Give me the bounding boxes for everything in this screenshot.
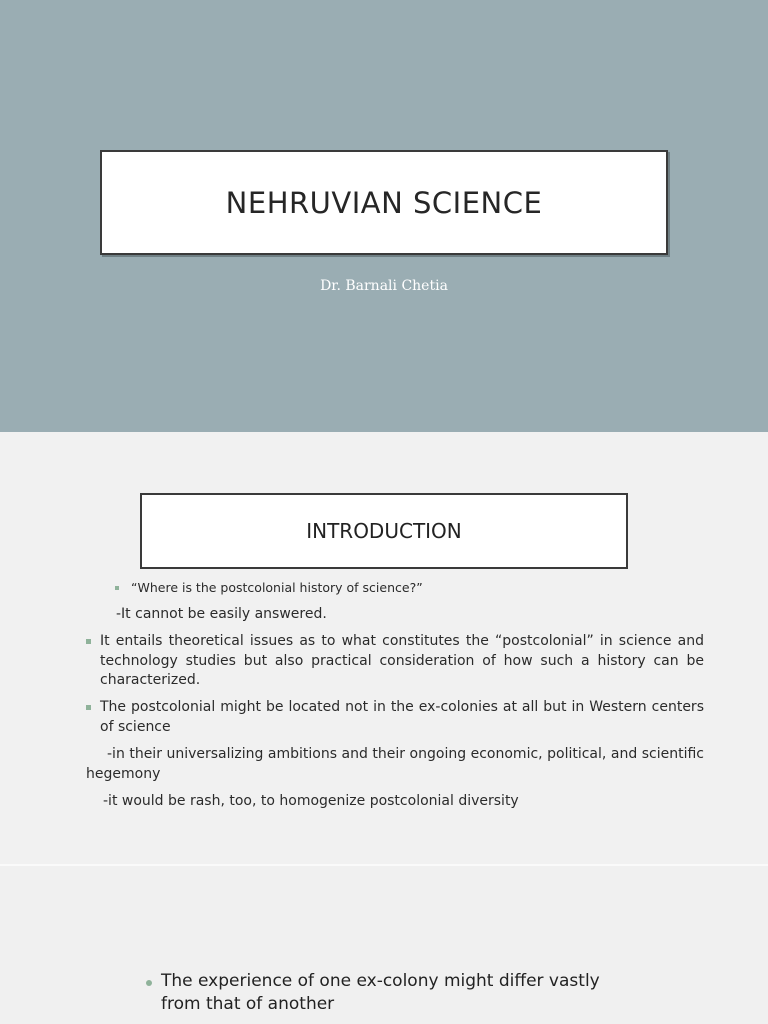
bullet-text: The experience of one ex-colony might differ vastly from that of another [161,971,600,1014]
bullet-marker [86,705,91,710]
question-text: “Where is the postcolonial history of science?” [131,580,423,595]
sub-point-text: -it would be rash, too, to homogenize postcolonial diversity [103,793,519,809]
sub-point-text: -in their universalizing ambitions and their ongoing economic, political, and scientific hegemony [86,746,704,782]
title-box [100,150,668,255]
bullet-text: It entails theoretical issues as to what constitutes the “postcolonial” in science and technology studies but also practical consideration of how such a history can be characterized. [100,633,704,688]
bullet-marker [146,980,152,986]
bullet-text: The postcolonial might be located not in the ex-colonies at all but in Western centers of science [100,699,704,735]
answer-text: -It cannot be easily answered. [116,606,327,622]
title-slide [0,0,768,432]
bullet-marker [115,586,119,590]
content-slide [0,866,768,1024]
slide-heading: INTRODUCTION [306,519,462,543]
slide-title: NEHRUVIAN SCIENCE [225,185,543,220]
heading-box [140,493,628,569]
author-name: Dr. Barnali Chetia [320,278,448,294]
bullet-marker [86,639,91,644]
introduction-slide [0,432,768,864]
